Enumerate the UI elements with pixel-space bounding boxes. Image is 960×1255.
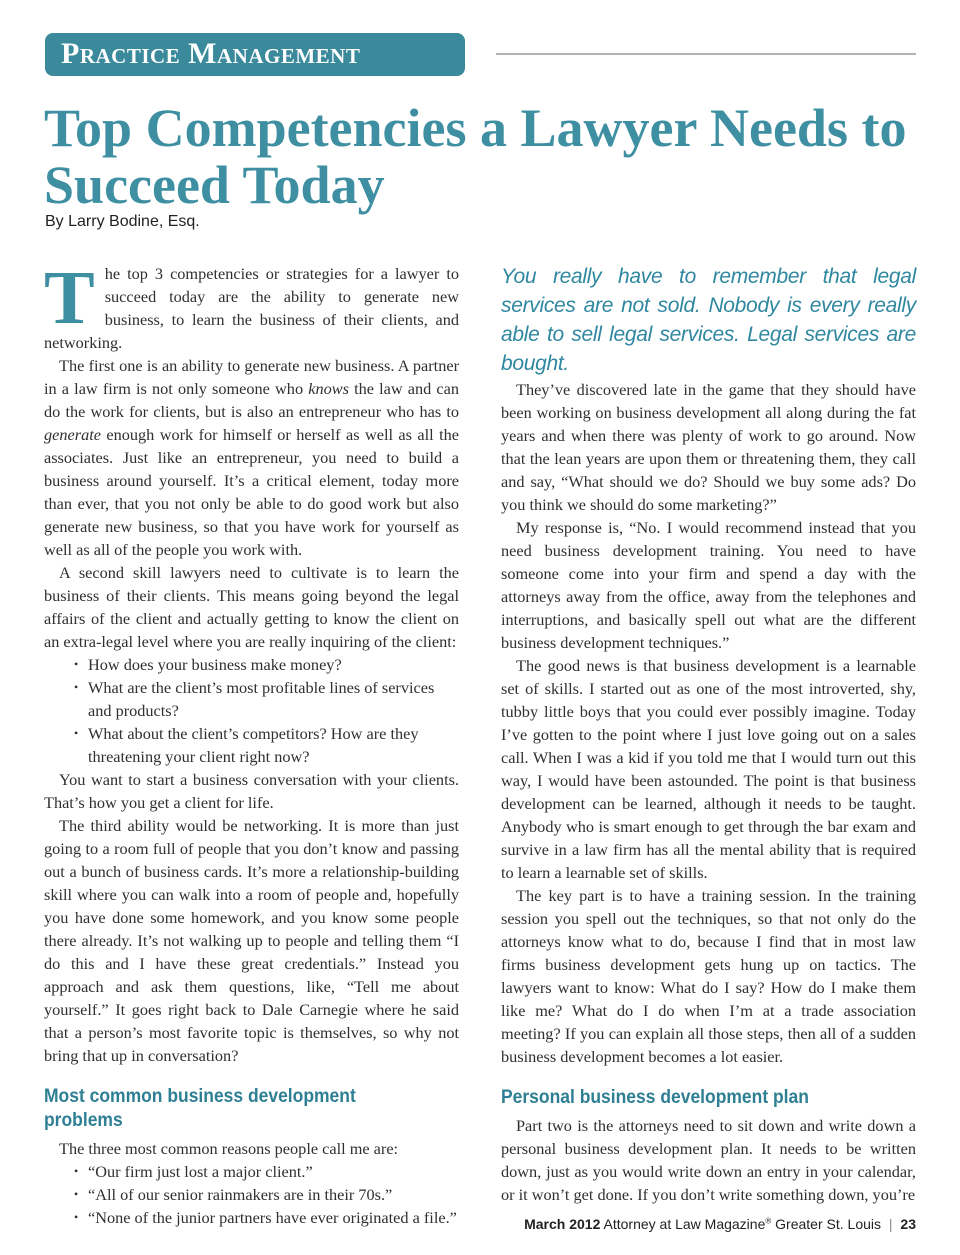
list-item: • “All of our senior rainmakers are in their 70s.” bbox=[74, 1183, 459, 1206]
text-run: the law and can do the work for clients, but is also an entrepreneur who has to bbox=[44, 379, 460, 421]
emphasis-knows: knows bbox=[308, 379, 349, 398]
paragraph-first-ability bbox=[44, 354, 459, 561]
client-questions-list bbox=[44, 653, 459, 768]
issue-date: March 2012 bbox=[524, 1216, 601, 1232]
problems-list bbox=[44, 1160, 459, 1229]
region-name: Greater St. Louis bbox=[775, 1216, 881, 1232]
list-item: • “Our firm just lost a major client.” bbox=[74, 1160, 459, 1183]
intro-paragraph bbox=[44, 256, 459, 354]
emphasis-generate: generate bbox=[44, 425, 101, 444]
right-column bbox=[501, 262, 916, 1206]
intro-text: he top 3 competencies or strategies for a lawyer to succeed today are the ability to generate new business, to learn the business of their clients, and networking. bbox=[44, 264, 459, 352]
paragraph-good-news: The good news is that business development is a learnable set of skills. I started out as one of the most introverted, shy, tubby little boys that you could ever possibly imagine. Today I’ve gotten to the point where I just love going out on a sales call. When I was a kid if you told me that I would turn out this way, I would have been astounded. The point is that business development can be learned, although it needs to be taught. Anybody who is smart enough to get through the bar exam and survive in a law firm has all the mental ability that is required to learn a learnable set of skills. bbox=[501, 656, 916, 882]
subhead-personal-plan: Personal business development plan bbox=[501, 1087, 809, 1108]
header-rule bbox=[496, 53, 916, 55]
page-number: 23 bbox=[900, 1216, 916, 1232]
article-title: Top Competencies a Lawyer Needs to Succeed Today bbox=[44, 98, 907, 215]
drop-cap: T bbox=[44, 256, 95, 340]
list-item: • What about the client’s competitors? How are they threatening your client right now? bbox=[74, 722, 459, 768]
paragraph-training-session: The key part is to have a training session. In the training session you spell out the techniques, so that not only do the attorneys know what to do, because I find that in most law firms business development gets hung up on tactics. The lawyers want to know: What do I say? How do I make them like me? What do I do when I’m at a trade association meeting? If you can explain all those steps, then all of a sudden business development becomes a lot easier. bbox=[501, 886, 916, 1066]
paragraph-my-response: My response is, “No. I would recommend instead that you need business development training. You need to have someone come into your firm and spend a day with the attorneys away from the office, away from the telephones and interruptions, and basically spell out what are the different business development techniques.” bbox=[501, 518, 916, 652]
text-run: The first one is an ability to generate new business. A partner in a law firm is not only someone who bbox=[44, 356, 459, 398]
paragraph-part-two: Part two is the attorneys need to sit down and write down a personal business development plan. It needs to be written down, just as you would write down an entry in your calendar, or it won’t get done. If you don’t write something down, you’re bbox=[501, 1116, 916, 1204]
list-item: • How does your business make money? bbox=[74, 653, 459, 676]
paragraph-discovered-late: They’ve discovered late in the game that they should have been working on business development all along during the fat years and when there was plenty of work to go around. Now that the lean years are upon them or threatening them, they call and say, “What should we do? Should we buy some ads? Do you think we should do some marketing?” bbox=[501, 380, 916, 514]
text-run: enough work for himself or herself as well as all the associates. Just like an entrepreneur, you need to build a business around yourself. It’s a critical element, today more than ever, that you not only be able to do good work but also generate new business, so that you have work for yourself as well as all of the people you work with. bbox=[44, 425, 459, 559]
list-item: • What are the client’s most profitable lines of services and products? bbox=[74, 676, 459, 722]
left-column bbox=[44, 256, 460, 1229]
section-tab bbox=[45, 33, 465, 76]
list-item: • “None of the junior partners have ever originated a file.” bbox=[74, 1206, 459, 1229]
section-label: Practice Management bbox=[61, 37, 361, 70]
publication-name: Attorney at Law Magazine bbox=[603, 1216, 766, 1232]
paragraph-business-conversation: You want to start a business conversation with your clients. That’s how you get a client for life. bbox=[44, 770, 459, 812]
paragraph-second-skill: A second skill lawyers need to cultivate is to learn the business of their clients. This means going beyond the legal affairs of the client and actually getting to know the client on an extra-legal level where you are really inquiring of the client: bbox=[44, 563, 459, 651]
paragraph-reasons-intro: The three most common reasons people call me are: bbox=[59, 1139, 399, 1158]
registered-mark: ® bbox=[765, 1216, 772, 1226]
byline: By Larry Bodine, Esq. bbox=[45, 213, 200, 230]
paragraph-networking: The third ability would be networking. It is more than just going to a room full of people that you don’t know and passing out a bunch of business cards. It’s more a relationship-building skill where you can walk into a room of people and, hopefully you have done some homework, and you know some people there already. It’s not walking up to people and telling them “I do this and I have these great credentials.” Instead you approach and ask them questions, like, “Tell me about yourself.” It goes right back to Dale Carnegie where he said that a person’s most favorite topic is themselves, so why not bring that up in conversation? bbox=[44, 816, 459, 1065]
pull-quote: You really have to remember that legal services are not sold. Nobody is every really able to sell legal services. Legal services are bought. bbox=[501, 265, 916, 375]
footer-separator: | bbox=[888, 1216, 893, 1232]
subhead-problems: Most common business development problems bbox=[44, 1086, 356, 1131]
page-footer bbox=[524, 1216, 916, 1232]
